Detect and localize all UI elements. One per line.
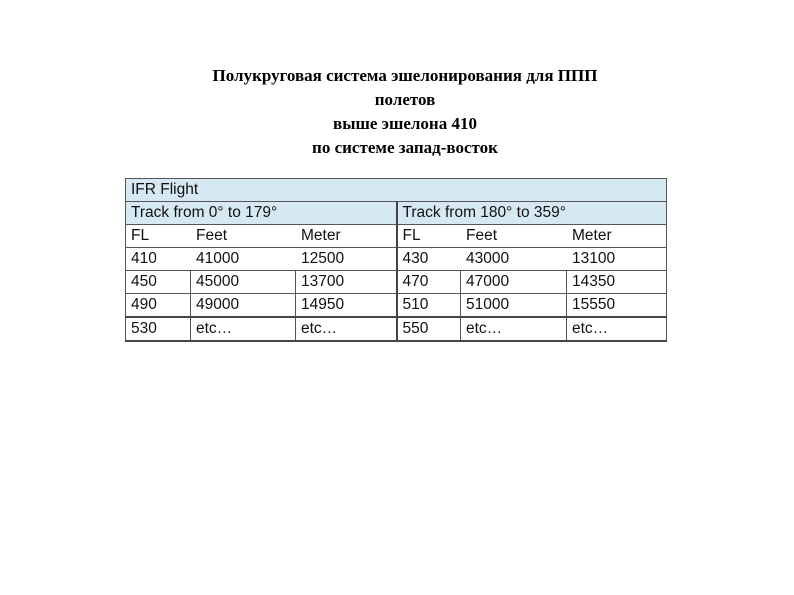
- right-meter-cell: 14350: [567, 271, 667, 294]
- right-feet-cell: 51000: [461, 294, 567, 318]
- table-row: [126, 294, 667, 318]
- title-line-1: Полукруговая система эшелонирования для ППП: [212, 66, 598, 85]
- title-line-3: выше эшелона 410: [333, 114, 477, 133]
- left-meter-cell: etc…: [296, 317, 397, 341]
- table-row: [126, 317, 667, 341]
- left-meter-cell: 14950: [296, 294, 397, 318]
- column-header-fl: FL: [397, 225, 461, 248]
- right-fl-cell: 510: [397, 294, 461, 318]
- left-feet-cell: etc…: [191, 317, 296, 341]
- left-feet-cell: 41000: [191, 248, 296, 271]
- left-fl-cell: 490: [126, 294, 191, 318]
- right-meter-cell: etc…: [567, 317, 667, 341]
- right-track-header: Track from 180° to 359°: [397, 202, 667, 225]
- right-feet-cell: etc…: [461, 317, 567, 341]
- column-header-meter: Meter: [296, 225, 397, 248]
- title-line-4: по системе запад-восток: [312, 138, 498, 157]
- ifr-flight-table: [125, 178, 667, 342]
- right-meter-cell: 15550: [567, 294, 667, 318]
- left-feet-cell: 45000: [191, 271, 296, 294]
- right-meter-cell: 13100: [567, 248, 667, 271]
- left-fl-cell: 410: [126, 248, 191, 271]
- table-column-header-row: [126, 225, 667, 248]
- left-meter-cell: 12500: [296, 248, 397, 271]
- left-fl-cell: 530: [126, 317, 191, 341]
- right-feet-cell: 47000: [461, 271, 567, 294]
- left-meter-cell: 13700: [296, 271, 397, 294]
- column-header-fl: FL: [126, 225, 191, 248]
- table-row: [126, 271, 667, 294]
- table-track-header-row: [126, 202, 667, 225]
- right-fl-cell: 430: [397, 248, 461, 271]
- column-header-feet: Feet: [461, 225, 567, 248]
- right-fl-cell: 470: [397, 271, 461, 294]
- column-header-feet: Feet: [191, 225, 296, 248]
- right-feet-cell: 43000: [461, 248, 567, 271]
- right-fl-cell: 550: [397, 317, 461, 341]
- left-track-header: Track from 0° to 179°: [126, 202, 397, 225]
- table-caption: IFR Flight: [126, 179, 667, 202]
- table-row: [126, 248, 667, 271]
- table-caption-row: [126, 179, 667, 202]
- left-feet-cell: 49000: [191, 294, 296, 318]
- left-fl-cell: 450: [126, 271, 191, 294]
- column-header-meter: Meter: [567, 225, 667, 248]
- title-line-2: полетов: [374, 90, 436, 109]
- page-title: [100, 64, 710, 160]
